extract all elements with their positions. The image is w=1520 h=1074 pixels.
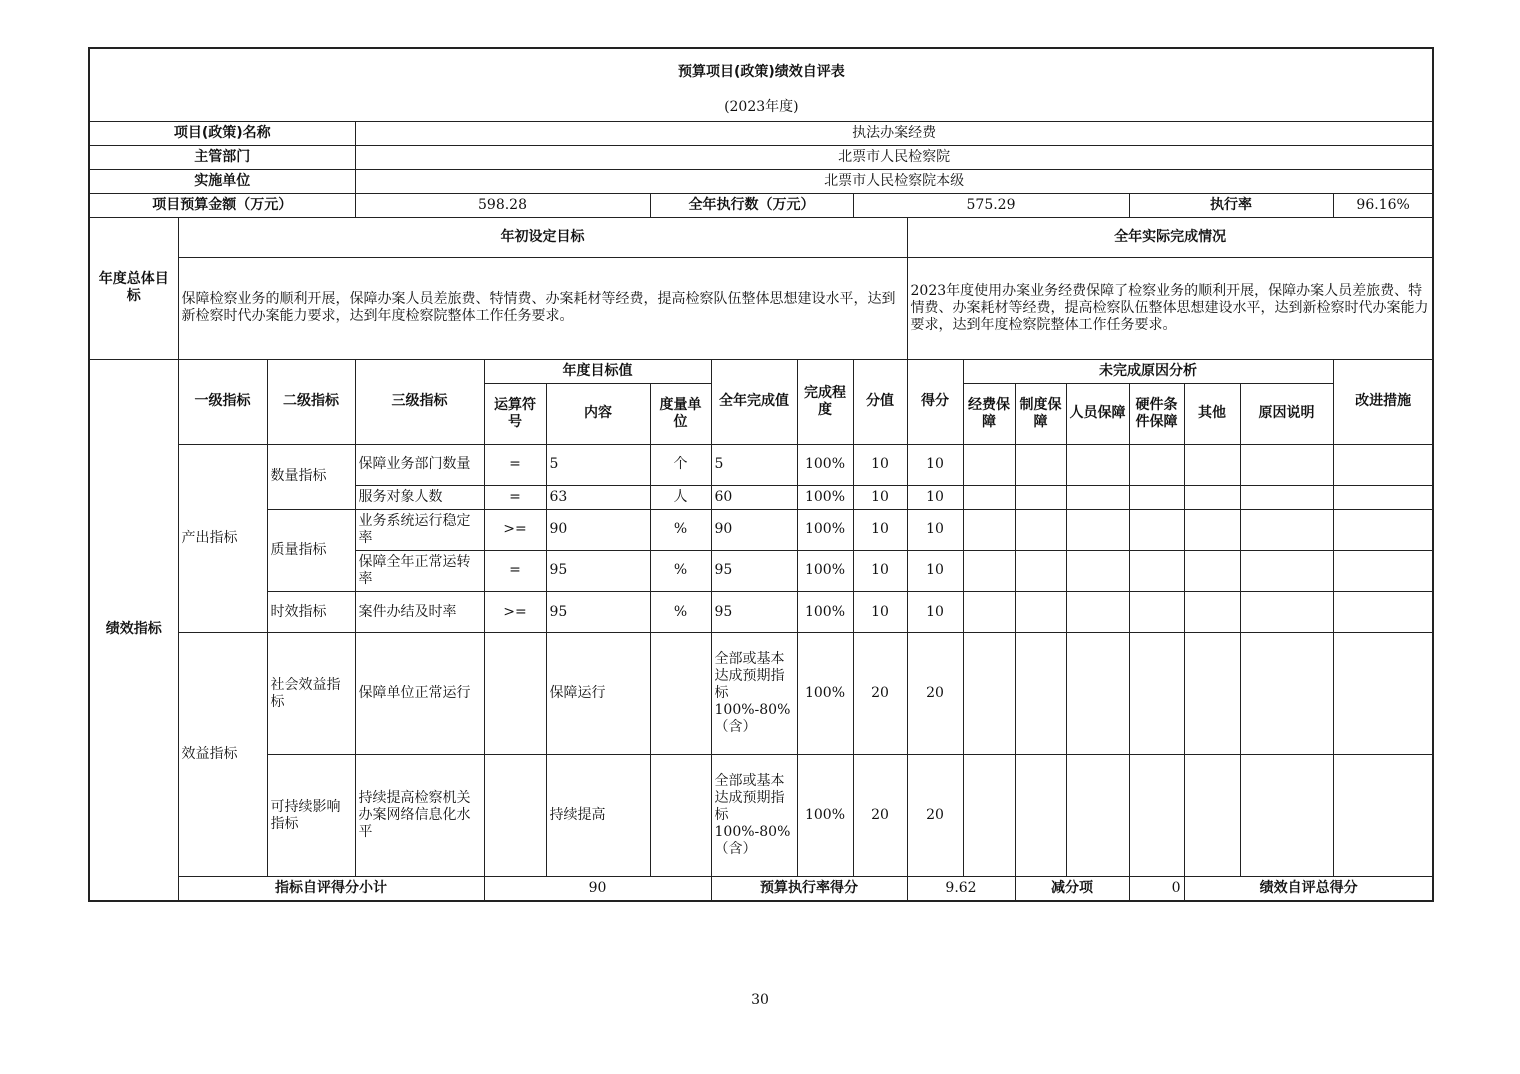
- subtotal-value: 90: [484, 877, 711, 901]
- indicator-operator: >=: [484, 509, 546, 550]
- empty-cell: [1015, 592, 1066, 633]
- indicator-degree: 100%: [797, 444, 853, 485]
- empty-cell: [1184, 444, 1240, 485]
- empty-cell: [963, 592, 1015, 633]
- indicator-operator: >=: [484, 592, 546, 633]
- system-header: 制度保障: [1015, 383, 1066, 444]
- reason-note-header: 原因说明: [1240, 383, 1333, 444]
- empty-cell: [1184, 485, 1240, 509]
- initial-goal-label: 年初设定目标: [178, 217, 907, 257]
- indicator-content: 95: [546, 592, 650, 633]
- empty-cell: [1184, 592, 1240, 633]
- empty-cell: [963, 485, 1015, 509]
- level2-header: 二级指标: [267, 359, 355, 444]
- empty-cell: [1333, 592, 1433, 633]
- title-row: [89, 48, 1433, 95]
- table-row: [89, 633, 1433, 755]
- table-row: [89, 755, 1433, 877]
- indicator-content: 90: [546, 509, 650, 550]
- operator-header: 运算符号: [484, 383, 546, 444]
- empty-cell: [1240, 633, 1333, 755]
- group-output: 产出指标: [178, 444, 267, 632]
- indicator-value: 10: [853, 444, 907, 485]
- indicator-value: 10: [853, 509, 907, 550]
- indicator-value: 10: [853, 550, 907, 591]
- budget-amount-value: 598.28: [355, 193, 650, 217]
- indicator-score: 10: [907, 444, 963, 485]
- group-benefit: 效益指标: [178, 633, 267, 877]
- budget-rate-score-label: 预算执行率得分: [711, 877, 907, 901]
- goal-text-row: [89, 257, 1433, 359]
- empty-cell: [1333, 633, 1433, 755]
- indicator-value: 10: [853, 592, 907, 633]
- indicator-degree: 100%: [797, 550, 853, 591]
- indicator-score: 10: [907, 592, 963, 633]
- department-label: 主管部门: [89, 145, 355, 169]
- implementing-unit-label: 实施单位: [89, 169, 355, 193]
- empty-cell: [1184, 509, 1240, 550]
- table-row: [89, 444, 1433, 485]
- table-row: [89, 509, 1433, 550]
- annual-overall-goal-label: 年度总体目标: [89, 217, 178, 359]
- hardware-header: 硬件条件保障: [1129, 383, 1184, 444]
- indicator-unit: 人: [650, 485, 711, 509]
- empty-cell: [963, 509, 1015, 550]
- unit-header: 度量单位: [650, 383, 711, 444]
- indicator-name: 持续提高检察机关办案网络信息化水平: [355, 755, 484, 877]
- empty-cell: [1240, 550, 1333, 591]
- indicator-score: 10: [907, 550, 963, 591]
- indicator-name: 保障全年正常运转率: [355, 550, 484, 591]
- budget-row: [89, 193, 1433, 217]
- empty-cell: [1066, 485, 1129, 509]
- table-row: [89, 592, 1433, 633]
- deduction-label: 减分项: [1015, 877, 1129, 901]
- improvement-header: 改进措施: [1333, 359, 1433, 444]
- execution-rate-value: 96.16%: [1333, 193, 1433, 217]
- indicator-done: 5: [711, 444, 797, 485]
- indicator-done: 全部或基本达成预期指标100%-80%（含）: [711, 755, 797, 877]
- implementing-unit-value: 北票市人民检察院本级: [355, 169, 1433, 193]
- completion-degree-header: 完成程度: [797, 359, 853, 444]
- empty-cell: [1015, 633, 1066, 755]
- indicator-value: 20: [853, 633, 907, 755]
- empty-cell: [1184, 550, 1240, 591]
- department-row: [89, 145, 1433, 169]
- indicator-unit: %: [650, 509, 711, 550]
- empty-cell: [1129, 755, 1184, 877]
- indicator-unit: [650, 633, 711, 755]
- indicator-degree: 100%: [797, 633, 853, 755]
- form-year: (2023年度): [89, 95, 1433, 121]
- annual-completed-header: 全年完成值: [711, 359, 797, 444]
- empty-cell: [1015, 509, 1066, 550]
- empty-cell: [1333, 485, 1433, 509]
- funding-header: 经费保障: [963, 383, 1015, 444]
- empty-cell: [1184, 755, 1240, 877]
- empty-cell: [1240, 509, 1333, 550]
- project-name-label: 项目(政策)名称: [89, 121, 355, 145]
- department-value: 北票市人民检察院: [355, 145, 1433, 169]
- indicator-degree: 100%: [797, 755, 853, 877]
- indicator-unit: 个: [650, 444, 711, 485]
- score-value-header: 分值: [853, 359, 907, 444]
- empty-cell: [1333, 444, 1433, 485]
- deduction-value: 0: [1129, 877, 1184, 901]
- level3-header: 三级指标: [355, 359, 484, 444]
- annual-executed-value: 575.29: [853, 193, 1129, 217]
- project-name-row: [89, 121, 1433, 145]
- indicator-content: 保障运行: [546, 633, 650, 755]
- indicator-degree: 100%: [797, 592, 853, 633]
- empty-cell: [1066, 592, 1129, 633]
- subtotal-label: 指标自评得分小计: [178, 877, 484, 901]
- empty-cell: [963, 444, 1015, 485]
- content-header: 内容: [546, 383, 650, 444]
- indicator-value: 20: [853, 755, 907, 877]
- empty-cell: [1240, 485, 1333, 509]
- indicator-operator: =: [484, 485, 546, 509]
- indicator-score: 20: [907, 633, 963, 755]
- indicator-value: 10: [853, 485, 907, 509]
- indicator-content: 5: [546, 444, 650, 485]
- empty-cell: [1066, 444, 1129, 485]
- actual-completion-label: 全年实际完成情况: [907, 217, 1433, 257]
- empty-cell: [1015, 755, 1066, 877]
- personnel-header: 人员保障: [1066, 383, 1129, 444]
- budget-rate-score-value: 9.62: [907, 877, 1015, 901]
- group-social: 社会效益指标: [267, 633, 355, 755]
- indicator-score: 10: [907, 485, 963, 509]
- indicator-name: 保障业务部门数量: [355, 444, 484, 485]
- indicator-unit: [650, 755, 711, 877]
- indicator-done: 95: [711, 592, 797, 633]
- empty-cell: [1333, 550, 1433, 591]
- other-header: 其他: [1184, 383, 1240, 444]
- subtitle-row: [89, 95, 1433, 121]
- empty-cell: [1066, 509, 1129, 550]
- empty-cell: [1015, 444, 1066, 485]
- summary-row: [89, 877, 1433, 901]
- page-number: 30: [751, 992, 769, 1008]
- indicator-degree: 100%: [797, 485, 853, 509]
- empty-cell: [1184, 633, 1240, 755]
- indicator-operator: [484, 633, 546, 755]
- execution-rate-label: 执行率: [1129, 193, 1333, 217]
- empty-cell: [1066, 550, 1129, 591]
- unfinished-reasons-header: 未完成原因分析: [963, 359, 1333, 383]
- project-name-value: 执法办案经费: [355, 121, 1433, 145]
- total-score-label: 绩效自评总得分: [1184, 877, 1433, 901]
- performance-indicators-label: 绩效指标: [89, 359, 178, 901]
- indicator-operator: =: [484, 550, 546, 591]
- indicator-done: 95: [711, 550, 797, 591]
- goal-header-row: [89, 217, 1433, 257]
- indicator-done: 90: [711, 509, 797, 550]
- empty-cell: [1129, 444, 1184, 485]
- empty-cell: [1240, 444, 1333, 485]
- group-timeliness: 时效指标: [267, 592, 355, 633]
- empty-cell: [1129, 633, 1184, 755]
- performance-self-evaluation-form: [88, 47, 1432, 902]
- indicator-name: 保障单位正常运行: [355, 633, 484, 755]
- empty-cell: [1129, 592, 1184, 633]
- group-quality: 质量指标: [267, 509, 355, 591]
- empty-cell: [1015, 550, 1066, 591]
- indicator-header-row-1: [89, 359, 1433, 383]
- empty-cell: [1240, 755, 1333, 877]
- indicator-score: 10: [907, 509, 963, 550]
- empty-cell: [1066, 633, 1129, 755]
- indicator-degree: 100%: [797, 509, 853, 550]
- empty-cell: [1129, 550, 1184, 591]
- empty-cell: [1066, 755, 1129, 877]
- empty-cell: [963, 550, 1015, 591]
- budget-amount-label: 项目预算金额（万元）: [89, 193, 355, 217]
- group-quantity: 数量指标: [267, 444, 355, 509]
- empty-cell: [1129, 509, 1184, 550]
- empty-cell: [1129, 485, 1184, 509]
- indicator-content: 持续提高: [546, 755, 650, 877]
- form-title: 预算项目(政策)绩效自评表: [89, 48, 1433, 95]
- indicator-name: 服务对象人数: [355, 485, 484, 509]
- empty-cell: [1015, 485, 1066, 509]
- indicator-content: 63: [546, 485, 650, 509]
- indicator-operator: [484, 755, 546, 877]
- evaluation-table: [88, 47, 1434, 902]
- empty-cell: [1333, 509, 1433, 550]
- empty-cell: [963, 633, 1015, 755]
- indicator-done: 60: [711, 485, 797, 509]
- level1-header: 一级指标: [178, 359, 267, 444]
- indicator-content: 95: [546, 550, 650, 591]
- empty-cell: [1240, 592, 1333, 633]
- actual-completion-text: 2023年度使用办案业务经费保障了检察业务的顺利开展，保障办案人员差旅费、特情费、办案耗材等经费，提高检察队伍整体思想建设水平，达到新检察时代办案能力要求，达到年度检察院整体工作任务要求。: [907, 257, 1433, 359]
- indicator-name: 案件办结及时率: [355, 592, 484, 633]
- annual-executed-label: 全年执行数（万元）: [650, 193, 853, 217]
- indicator-operator: =: [484, 444, 546, 485]
- indicator-unit: %: [650, 592, 711, 633]
- implementing-unit-row: [89, 169, 1433, 193]
- empty-cell: [963, 755, 1015, 877]
- indicator-name: 业务系统运行稳定率: [355, 509, 484, 550]
- annual-target-header: 年度目标值: [484, 359, 711, 383]
- empty-cell: [1333, 755, 1433, 877]
- group-sustainable: 可持续影响指标: [267, 755, 355, 877]
- score-header: 得分: [907, 359, 963, 444]
- indicator-done: 全部或基本达成预期指标100%-80%（含）: [711, 633, 797, 755]
- indicator-score: 20: [907, 755, 963, 877]
- initial-goal-text: 保障检察业务的顺利开展，保障办案人员差旅费、特情费、办案耗材等经费，提高检察队伍整体思想建设水平，达到新检察时代办案能力要求，达到年度检察院整体工作任务要求。: [178, 257, 907, 359]
- indicator-unit: %: [650, 550, 711, 591]
